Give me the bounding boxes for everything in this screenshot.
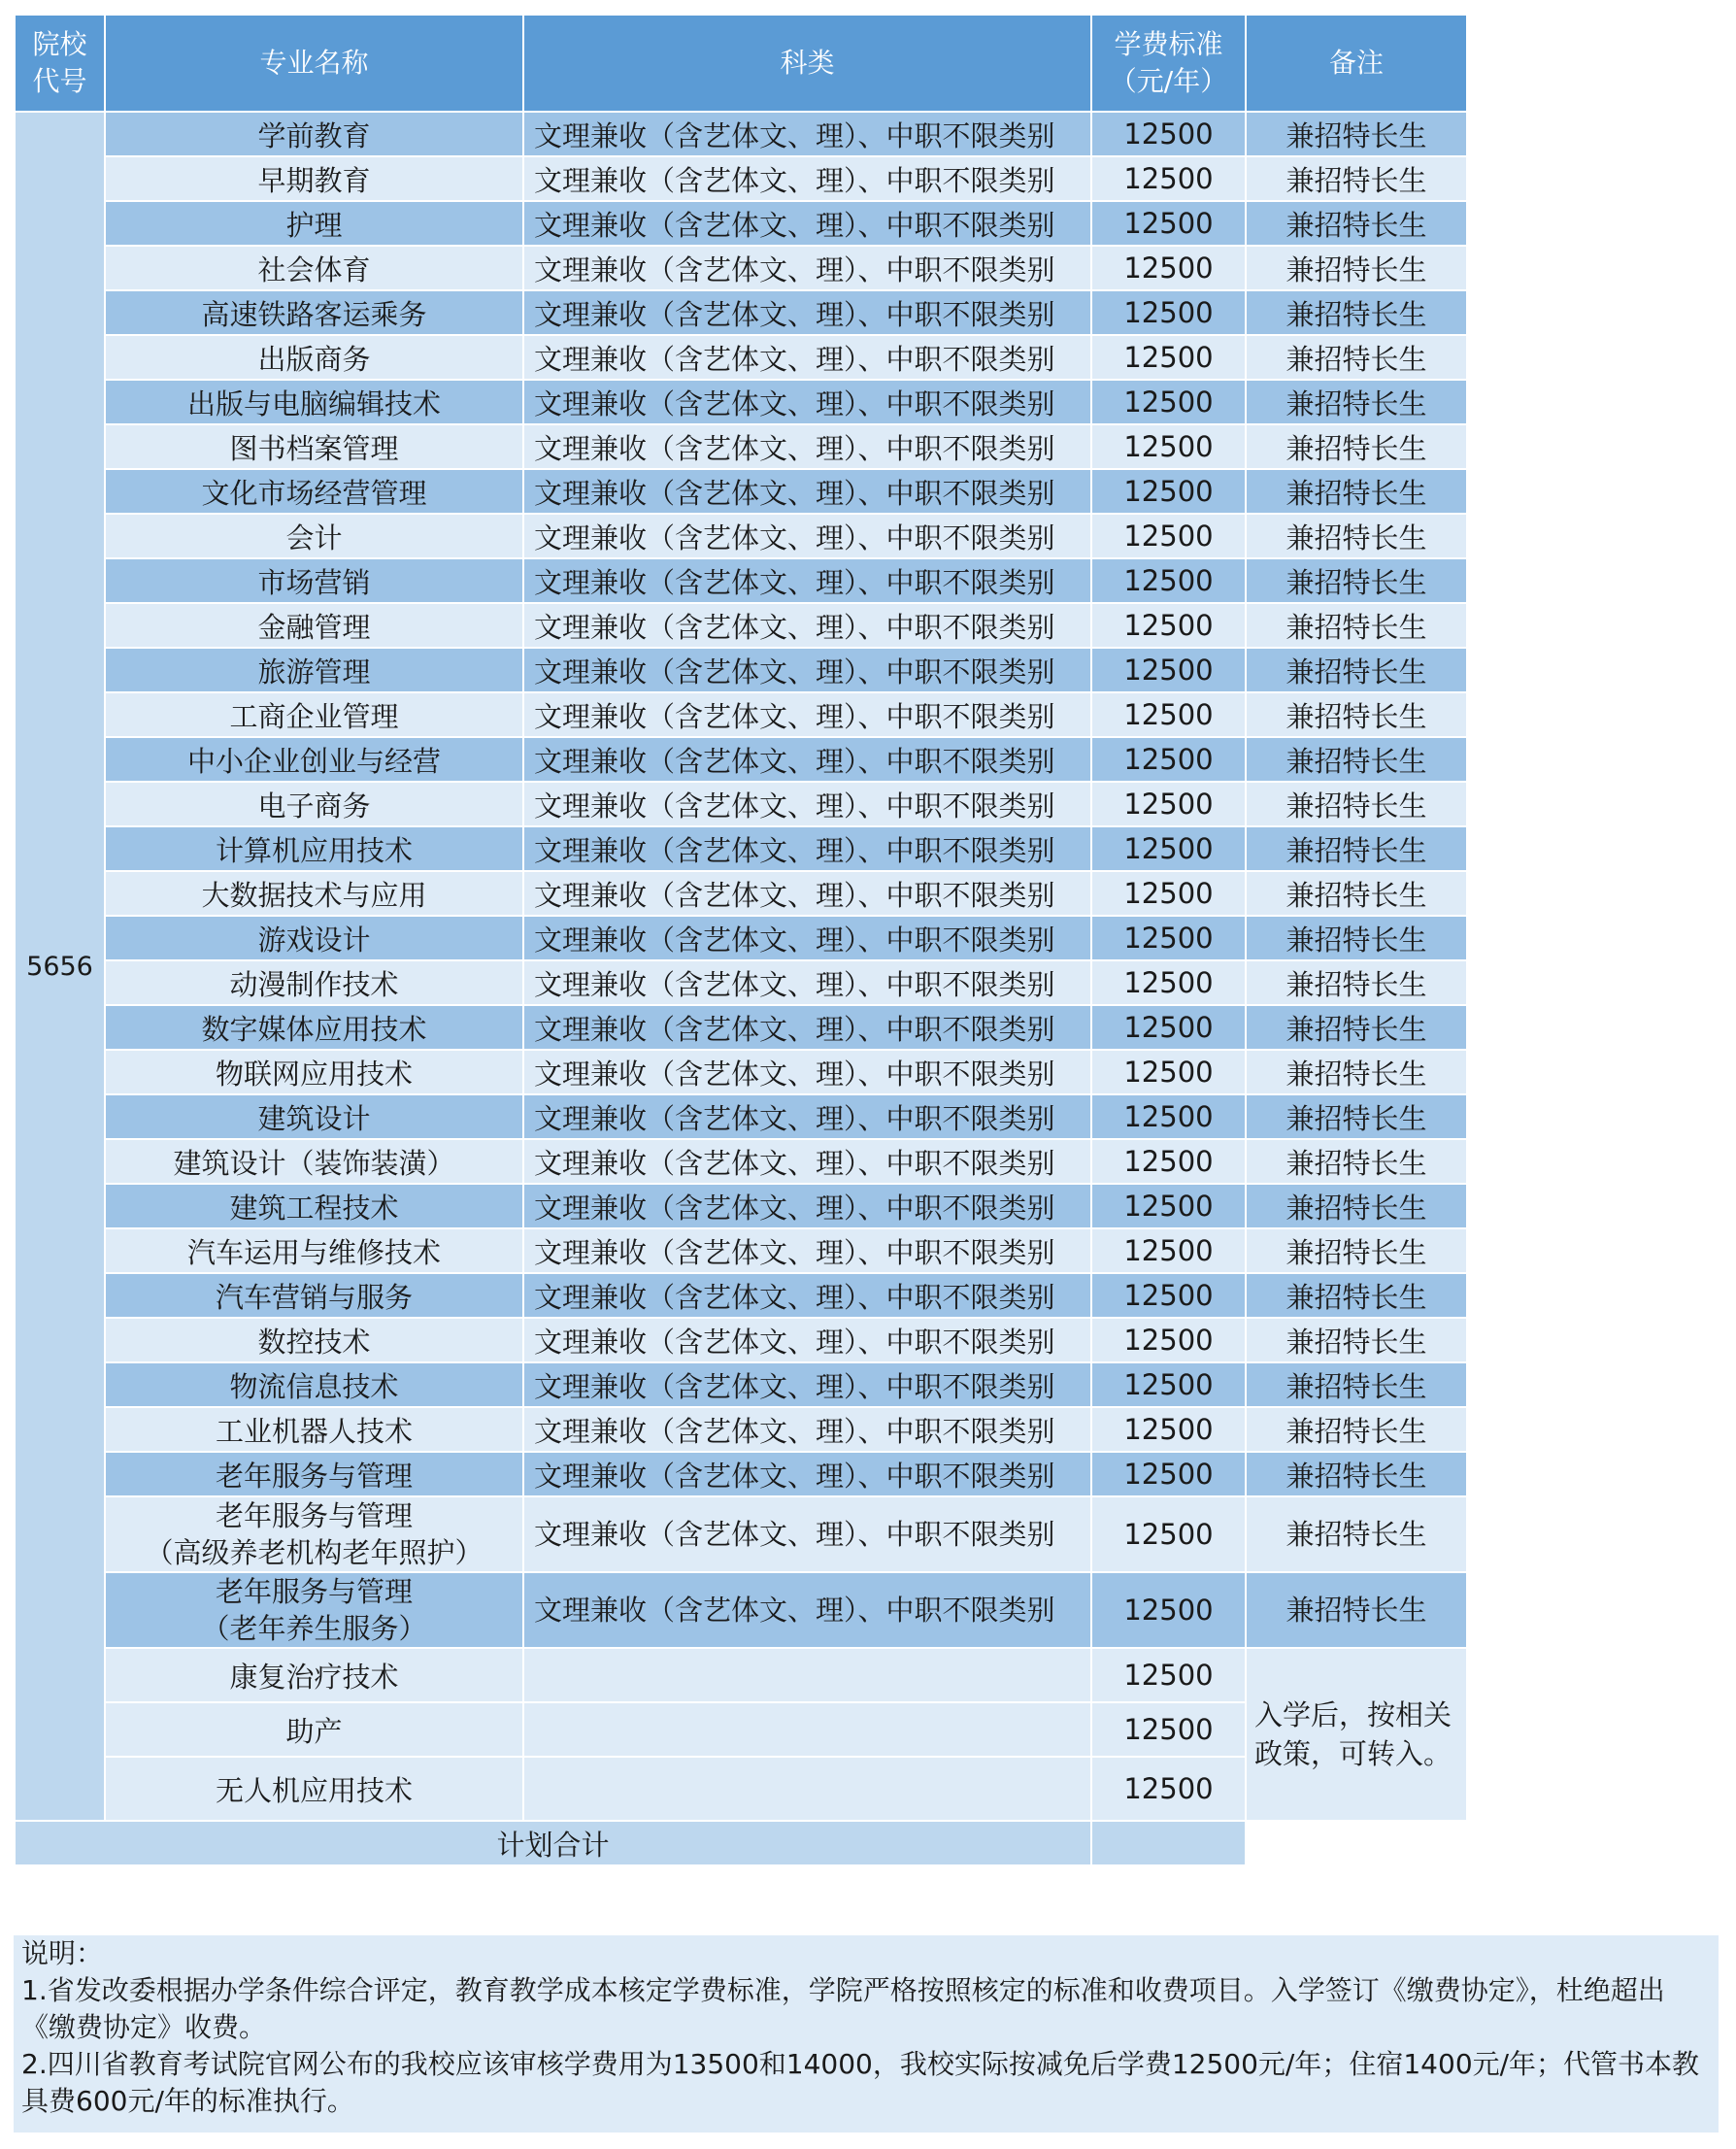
table-row — [15, 1407, 1467, 1452]
header-fee: 学费标准（元/年） — [1091, 15, 1246, 112]
fee: 12500 — [1091, 1184, 1246, 1228]
major-name: 文化市场经营管理 — [105, 469, 523, 514]
fee: 12500 — [1091, 380, 1246, 424]
table-row — [15, 1228, 1467, 1273]
remark: 兼招特长生 — [1246, 1452, 1467, 1496]
major-name — [105, 1572, 523, 1648]
notes-title: 说明： — [21, 1937, 104, 1969]
fee: 12500 — [1091, 201, 1246, 246]
fee: 12500 — [1091, 156, 1246, 201]
fee: 12500 — [1091, 1572, 1246, 1648]
remark: 兼招特长生 — [1246, 335, 1467, 380]
fee: 12500 — [1091, 1496, 1246, 1572]
major-name: 出版商务 — [105, 335, 523, 380]
remark: 兼招特长生 — [1246, 603, 1467, 648]
fee: 12500 — [1091, 424, 1246, 469]
fee: 12500 — [1091, 737, 1246, 782]
major-name: 动漫制作技术 — [105, 960, 523, 1005]
fee: 12500 — [1091, 1702, 1246, 1757]
remark: 兼招特长生 — [1246, 782, 1467, 826]
notes-item-1: 1.省发改委根据办学条件综合评定，教育教学成本核定学费标准，学院严格按照核定的标准和收费项目。入学签订《缴费协定》，杜绝超出《缴费协定》收费。 — [21, 1974, 1665, 2043]
category: 文理兼收（含艺体文、理）、中职不限类别 — [523, 1407, 1091, 1452]
fee: 12500 — [1091, 871, 1246, 916]
category: 文理兼收（含艺体文、理）、中职不限类别 — [523, 335, 1091, 380]
fee: 12500 — [1091, 692, 1246, 737]
header-category: 科类 — [523, 15, 1091, 112]
transfer-remark: 入学后，按相关政策，可转入。 — [1246, 1648, 1467, 1821]
major-name: 物联网应用技术 — [105, 1050, 523, 1094]
fee: 12500 — [1091, 1139, 1246, 1184]
table-row — [15, 1496, 1467, 1572]
table-row — [15, 737, 1467, 782]
major-name: 电子商务 — [105, 782, 523, 826]
table-row — [15, 1362, 1467, 1407]
fee: 12500 — [1091, 1407, 1246, 1452]
table-row — [15, 469, 1467, 514]
category: 文理兼收（含艺体文、理）、中职不限类别 — [523, 469, 1091, 514]
fee: 12500 — [1091, 1273, 1246, 1318]
table-row — [15, 380, 1467, 424]
fee: 12500 — [1091, 826, 1246, 871]
category: 文理兼收（含艺体文、理）、中职不限类别 — [523, 514, 1091, 558]
remark: 兼招特长生 — [1246, 826, 1467, 871]
category: 文理兼收（含艺体文、理）、中职不限类别 — [523, 1094, 1091, 1139]
remark: 兼招特长生 — [1246, 1362, 1467, 1407]
table-row — [15, 916, 1467, 960]
major-name: 工业机器人技术 — [105, 1407, 523, 1452]
fee: 12500 — [1091, 1005, 1246, 1050]
major-name: 无人机应用技术 — [105, 1757, 523, 1821]
fee: 12500 — [1091, 112, 1246, 156]
major-name: 工商企业管理 — [105, 692, 523, 737]
major-name: 游戏设计 — [105, 916, 523, 960]
table-row — [15, 1572, 1467, 1648]
table-row — [15, 156, 1467, 201]
fee: 12500 — [1091, 290, 1246, 335]
category: 文理兼收（含艺体文、理）、中职不限类别 — [523, 424, 1091, 469]
category: 文理兼收（含艺体文、理）、中职不限类别 — [523, 1139, 1091, 1184]
major-name: 学前教育 — [105, 112, 523, 156]
category: 文理兼收（含艺体文、理）、中职不限类别 — [523, 782, 1091, 826]
table-row — [15, 246, 1467, 290]
school-code: 5656 — [15, 112, 105, 1821]
remark: 兼招特长生 — [1246, 692, 1467, 737]
category: 文理兼收（含艺体文、理）、中职不限类别 — [523, 960, 1091, 1005]
remark: 兼招特长生 — [1246, 737, 1467, 782]
table-row — [15, 201, 1467, 246]
category: 文理兼收（含艺体文、理）、中职不限类别 — [523, 826, 1091, 871]
major-name: 计算机应用技术 — [105, 826, 523, 871]
major-name: 会计 — [105, 514, 523, 558]
table-row — [15, 1050, 1467, 1094]
remark: 兼招特长生 — [1246, 916, 1467, 960]
remark: 兼招特长生 — [1246, 648, 1467, 692]
table-row — [15, 424, 1467, 469]
fee: 12500 — [1091, 1228, 1246, 1273]
remark: 兼招特长生 — [1246, 1407, 1467, 1452]
major-line-1: 老年服务与管理 — [215, 1499, 413, 1532]
remark: 兼招特长生 — [1246, 1496, 1467, 1572]
remark: 兼招特长生 — [1246, 1005, 1467, 1050]
category: 文理兼收（含艺体文、理）、中职不限类别 — [523, 112, 1091, 156]
table-row — [15, 1318, 1467, 1362]
remark: 兼招特长生 — [1246, 558, 1467, 603]
category: 文理兼收（含艺体文、理）、中职不限类别 — [523, 737, 1091, 782]
category: 文理兼收（含艺体文、理）、中职不限类别 — [523, 603, 1091, 648]
major-name: 数字媒体应用技术 — [105, 1005, 523, 1050]
table-row — [15, 558, 1467, 603]
major-name: 建筑设计 — [105, 1094, 523, 1139]
remark: 兼招特长生 — [1246, 1139, 1467, 1184]
table-row — [15, 1094, 1467, 1139]
category-empty — [523, 1702, 1091, 1757]
remark: 兼招特长生 — [1246, 156, 1467, 201]
table-row — [15, 826, 1467, 871]
major-name: 大数据技术与应用 — [105, 871, 523, 916]
fee: 12500 — [1091, 1094, 1246, 1139]
major-name: 中小企业创业与经营 — [105, 737, 523, 782]
fee: 12500 — [1091, 1362, 1246, 1407]
category: 文理兼收（含艺体文、理）、中职不限类别 — [523, 916, 1091, 960]
category: 文理兼收（含艺体文、理）、中职不限类别 — [523, 1452, 1091, 1496]
category: 文理兼收（含艺体文、理）、中职不限类别 — [523, 380, 1091, 424]
fee: 12500 — [1091, 782, 1246, 826]
major-name: 出版与电脑编辑技术 — [105, 380, 523, 424]
remark: 兼招特长生 — [1246, 1228, 1467, 1273]
category-empty — [523, 1757, 1091, 1821]
major-name: 市场营销 — [105, 558, 523, 603]
table-row — [15, 1184, 1467, 1228]
table-header-row — [15, 15, 1467, 112]
category-empty — [523, 1648, 1091, 1702]
category: 文理兼收（含艺体文、理）、中职不限类别 — [523, 290, 1091, 335]
table-row — [15, 692, 1467, 737]
category: 文理兼收（含艺体文、理）、中职不限类别 — [523, 1050, 1091, 1094]
remark: 兼招特长生 — [1246, 246, 1467, 290]
fee: 12500 — [1091, 514, 1246, 558]
remark: 兼招特长生 — [1246, 469, 1467, 514]
table-row — [15, 871, 1467, 916]
total-value — [1091, 1821, 1246, 1865]
major-name: 早期教育 — [105, 156, 523, 201]
fee: 12500 — [1091, 648, 1246, 692]
major-name: 高速铁路客运乘务 — [105, 290, 523, 335]
remark: 兼招特长生 — [1246, 1094, 1467, 1139]
fee: 12500 — [1091, 603, 1246, 648]
fee: 12500 — [1091, 1452, 1246, 1496]
major-name: 汽车运用与维修技术 — [105, 1228, 523, 1273]
remark: 兼招特长生 — [1246, 112, 1467, 156]
major-name: 助产 — [105, 1702, 523, 1757]
major-name: 康复治疗技术 — [105, 1648, 523, 1702]
table-row — [15, 782, 1467, 826]
major-line-2: （高级养老机构老年照护） — [145, 1536, 484, 1569]
category: 文理兼收（含艺体文、理）、中职不限类别 — [523, 648, 1091, 692]
major-line-1: 老年服务与管理 — [215, 1575, 413, 1608]
table-row — [15, 290, 1467, 335]
major-name: 旅游管理 — [105, 648, 523, 692]
table-row — [15, 514, 1467, 558]
category: 文理兼收（含艺体文、理）、中职不限类别 — [523, 201, 1091, 246]
remark: 兼招特长生 — [1246, 871, 1467, 916]
remark: 兼招特长生 — [1246, 1273, 1467, 1318]
category: 文理兼收（含艺体文、理）、中职不限类别 — [523, 871, 1091, 916]
notes-item-2: 2.四川省教育考试院官网公布的我校应该审核学费用为13500和14000，我校实际按减免后学费12500元/年；住宿1400元/年；代管书本教具费600元/年的标准执行。 — [21, 2048, 1700, 2117]
remark: 兼招特长生 — [1246, 960, 1467, 1005]
major-name: 社会体育 — [105, 246, 523, 290]
major-name: 金融管理 — [105, 603, 523, 648]
category: 文理兼收（含艺体文、理）、中职不限类别 — [523, 156, 1091, 201]
remark: 兼招特长生 — [1246, 1572, 1467, 1648]
major-name: 建筑工程技术 — [105, 1184, 523, 1228]
major-name — [105, 1496, 523, 1572]
table-row — [15, 1273, 1467, 1318]
category: 文理兼收（含艺体文、理）、中职不限类别 — [523, 1572, 1091, 1648]
fee: 12500 — [1091, 1318, 1246, 1362]
table-row — [15, 1648, 1467, 1702]
major-line-2: （老年养生服务） — [201, 1612, 427, 1645]
major-name: 老年服务与管理 — [105, 1452, 523, 1496]
notes-section — [14, 1935, 1719, 2132]
major-name: 物流信息技术 — [105, 1362, 523, 1407]
remark: 兼招特长生 — [1246, 1050, 1467, 1094]
major-name: 图书档案管理 — [105, 424, 523, 469]
table-row — [15, 648, 1467, 692]
table-row — [15, 960, 1467, 1005]
table-row — [15, 603, 1467, 648]
remark: 兼招特长生 — [1246, 514, 1467, 558]
fee: 12500 — [1091, 1648, 1246, 1702]
category: 文理兼收（含艺体文、理）、中职不限类别 — [523, 558, 1091, 603]
table-row — [15, 112, 1467, 156]
major-name: 建筑设计（装饰装潢） — [105, 1139, 523, 1184]
category: 文理兼收（含艺体文、理）、中职不限类别 — [523, 246, 1091, 290]
remark: 兼招特长生 — [1246, 380, 1467, 424]
category: 文理兼收（含艺体文、理）、中职不限类别 — [523, 1318, 1091, 1362]
table-row — [15, 1005, 1467, 1050]
category: 文理兼收（含艺体文、理）、中职不限类别 — [523, 1273, 1091, 1318]
total-empty — [1246, 1821, 1467, 1865]
total-row — [15, 1821, 1467, 1865]
remark: 兼招特长生 — [1246, 424, 1467, 469]
total-label: 计划合计 — [15, 1821, 1091, 1865]
category: 文理兼收（含艺体文、理）、中职不限类别 — [523, 1228, 1091, 1273]
major-name: 汽车营销与服务 — [105, 1273, 523, 1318]
table-row — [15, 335, 1467, 380]
fee: 12500 — [1091, 1050, 1246, 1094]
fee: 12500 — [1091, 1757, 1246, 1821]
fee: 12500 — [1091, 916, 1246, 960]
category: 文理兼收（含艺体文、理）、中职不限类别 — [523, 1005, 1091, 1050]
table-row — [15, 1139, 1467, 1184]
major-name: 数控技术 — [105, 1318, 523, 1362]
category: 文理兼收（含艺体文、理）、中职不限类别 — [523, 1184, 1091, 1228]
category: 文理兼收（含艺体文、理）、中职不限类别 — [523, 692, 1091, 737]
remark: 兼招特长生 — [1246, 201, 1467, 246]
fee-table — [14, 14, 1468, 1866]
remark: 兼招特长生 — [1246, 1318, 1467, 1362]
fee: 12500 — [1091, 469, 1246, 514]
fee: 12500 — [1091, 246, 1246, 290]
fee: 12500 — [1091, 335, 1246, 380]
fee: 12500 — [1091, 960, 1246, 1005]
fee: 12500 — [1091, 558, 1246, 603]
header-code: 院校代号 — [15, 15, 105, 112]
major-name: 护理 — [105, 201, 523, 246]
category: 文理兼收（含艺体文、理）、中职不限类别 — [523, 1362, 1091, 1407]
header-major: 专业名称 — [105, 15, 523, 112]
table-row — [15, 1452, 1467, 1496]
remark: 兼招特长生 — [1246, 1184, 1467, 1228]
header-remark: 备注 — [1246, 15, 1467, 112]
category: 文理兼收（含艺体文、理）、中职不限类别 — [523, 1496, 1091, 1572]
remark: 兼招特长生 — [1246, 290, 1467, 335]
